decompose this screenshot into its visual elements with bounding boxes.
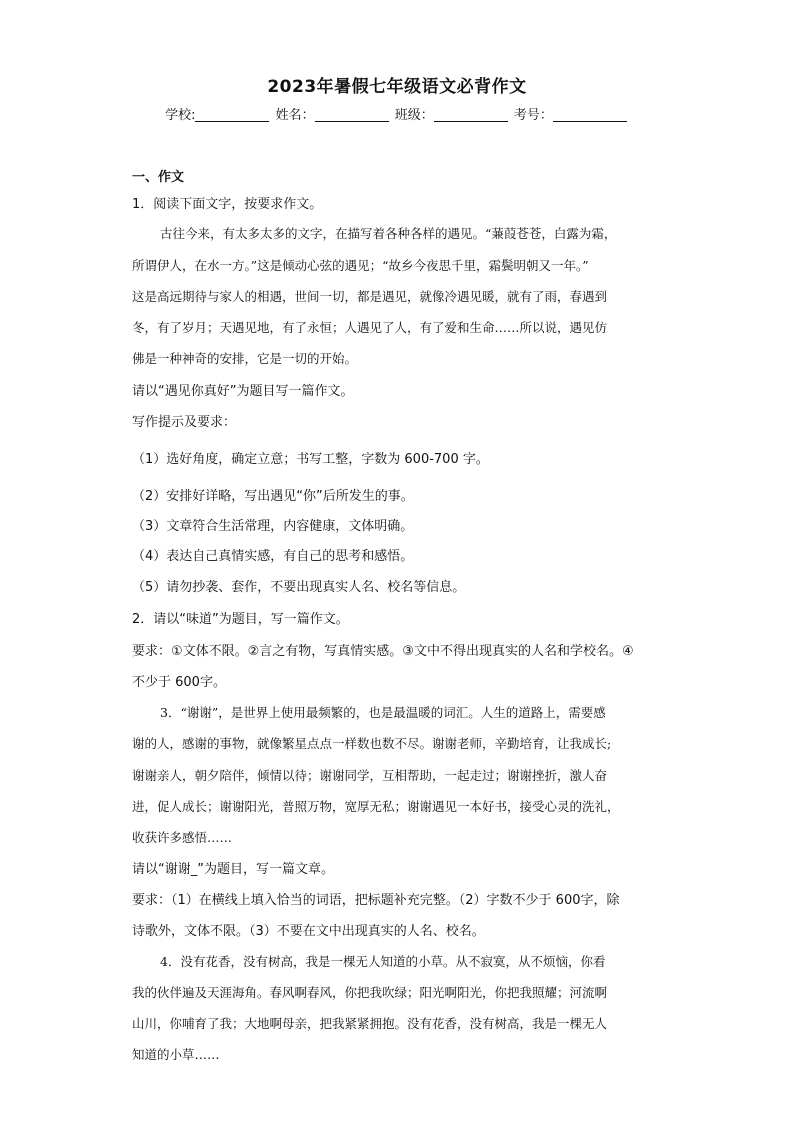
q2-requirements: 要求：①文体不限。②言之有物，写真情实感。③文中不得出现真实的人名和学校名。④ bbox=[132, 644, 634, 659]
q1-requirement: （2）安排好详略，写出遇见“你”后所发生的事。 bbox=[132, 489, 414, 504]
school-blank bbox=[195, 107, 269, 122]
document-title: 2023年暑假七年级语文必背作文 bbox=[267, 77, 527, 97]
exam-no-blank bbox=[553, 107, 627, 122]
q3-passage-line: 进，促人成长；谢谢阳光，普照万物，宽厚无私；谢谢遇见一本好书，接受心灵的洗礼， bbox=[132, 799, 620, 814]
q3-requirements: 诗歌外，文体不限。（3）不要在文中出现真实的人名、校名。 bbox=[132, 924, 485, 939]
q3-requirements: 要求：（1）在横线上填入恰当的词语，把标题补充完整。（2）字数不少于 600字，除 bbox=[132, 893, 620, 908]
exam-no-label: 考号： bbox=[513, 108, 553, 123]
q3-passage-line: 收获许多感悟…… bbox=[132, 830, 233, 845]
q4-passage-line: 知道的小草…… bbox=[132, 1047, 220, 1062]
q1-passage-line: 冬，有了岁月；天遇见地，有了永恒；人遇见了人，有了爱和生命……所以说，遇见仿 bbox=[132, 320, 608, 335]
q1-requirement: （4）表达自己真情实感，有自己的思考和感悟。 bbox=[132, 549, 414, 564]
q4-passage-line: 山川，你哺育了我；大地啊母亲，把我紧紧拥抱。没有花香，没有树高，我是一棵无人 bbox=[132, 1016, 608, 1031]
name-blank bbox=[315, 107, 389, 122]
q1-passage-line: 这是高远期待与家人的相遇，世间一切，都是遇见，就像冷遇见暖，就有了雨，春遇到 bbox=[132, 289, 608, 304]
q3-passage-line: 谢谢亲人，朝夕陪伴，倾情以待；谢谢同学，互相帮助，一起走过；谢谢挫折，激人奋 bbox=[132, 768, 608, 783]
student-info-line bbox=[0, 104, 794, 123]
school-label: 学校: bbox=[165, 108, 196, 123]
q3-passage-line: 3．“谢谢”，是世界上使用最频繁的，也是最温暖的词汇。人生的道路上，需要感 bbox=[160, 705, 606, 720]
q3-topic: 请以“谢谢_”为题目，写一篇文章。 bbox=[132, 862, 334, 877]
q1-requirement: （3）文章符合生活常理，内容健康，文体明确。 bbox=[132, 519, 414, 534]
q4-passage-line: 我的伙伴遍及天涯海角。春风啊春风，你把我吹绿；阳光啊阳光，你把我照耀；河流啊 bbox=[132, 985, 608, 1000]
q1-requirements-heading: 写作提示及要求： bbox=[132, 415, 237, 430]
q2-requirements: 不少于 600字。 bbox=[132, 675, 226, 690]
q3-passage-line: 谢的人，感谢的事物，就像繁星点点一样数也数不尽。谢谢老师，辛勤培育，让我成长; bbox=[132, 736, 612, 751]
section-heading: 一、作文 bbox=[132, 170, 185, 185]
q1-topic: 请以“遇见你真好”为题目写一篇作文。 bbox=[132, 384, 354, 399]
q1-passage-line: 所谓伊人，在水一方。”这是倾动心弦的遇见；“故乡今夜思千里，霜鬓明朝又一年。” bbox=[132, 258, 589, 273]
q4-passage-line: 4．没有花香，没有树高，我是一棵无人知道的小草。从不寂寞，从不烦恼，你看 bbox=[160, 954, 606, 969]
q2-prompt: 2．请以“味道”为题目，写一篇作文。 bbox=[132, 612, 349, 627]
q1-passage-line: 古往今来，有太多太多的文字，在描写着各种各样的遇见。“蒹葭苍苍，白露为霜， bbox=[160, 226, 617, 241]
name-label: 姓名： bbox=[275, 108, 315, 123]
q1-requirement: （5）请勿抄袭、套作，不要出现真实人名、校名等信息。 bbox=[132, 580, 466, 595]
q1-passage-line: 佛是一种神奇的安排，它是一切的开始。 bbox=[132, 351, 358, 366]
q1-requirement: （1）选好角度，确定立意；书写工整，字数为 600-700 字。 bbox=[132, 452, 489, 467]
class-label: 班级： bbox=[394, 108, 434, 123]
q1-prompt: 1．阅读下面文字，按要求作文。 bbox=[132, 197, 323, 212]
class-blank bbox=[434, 107, 508, 122]
